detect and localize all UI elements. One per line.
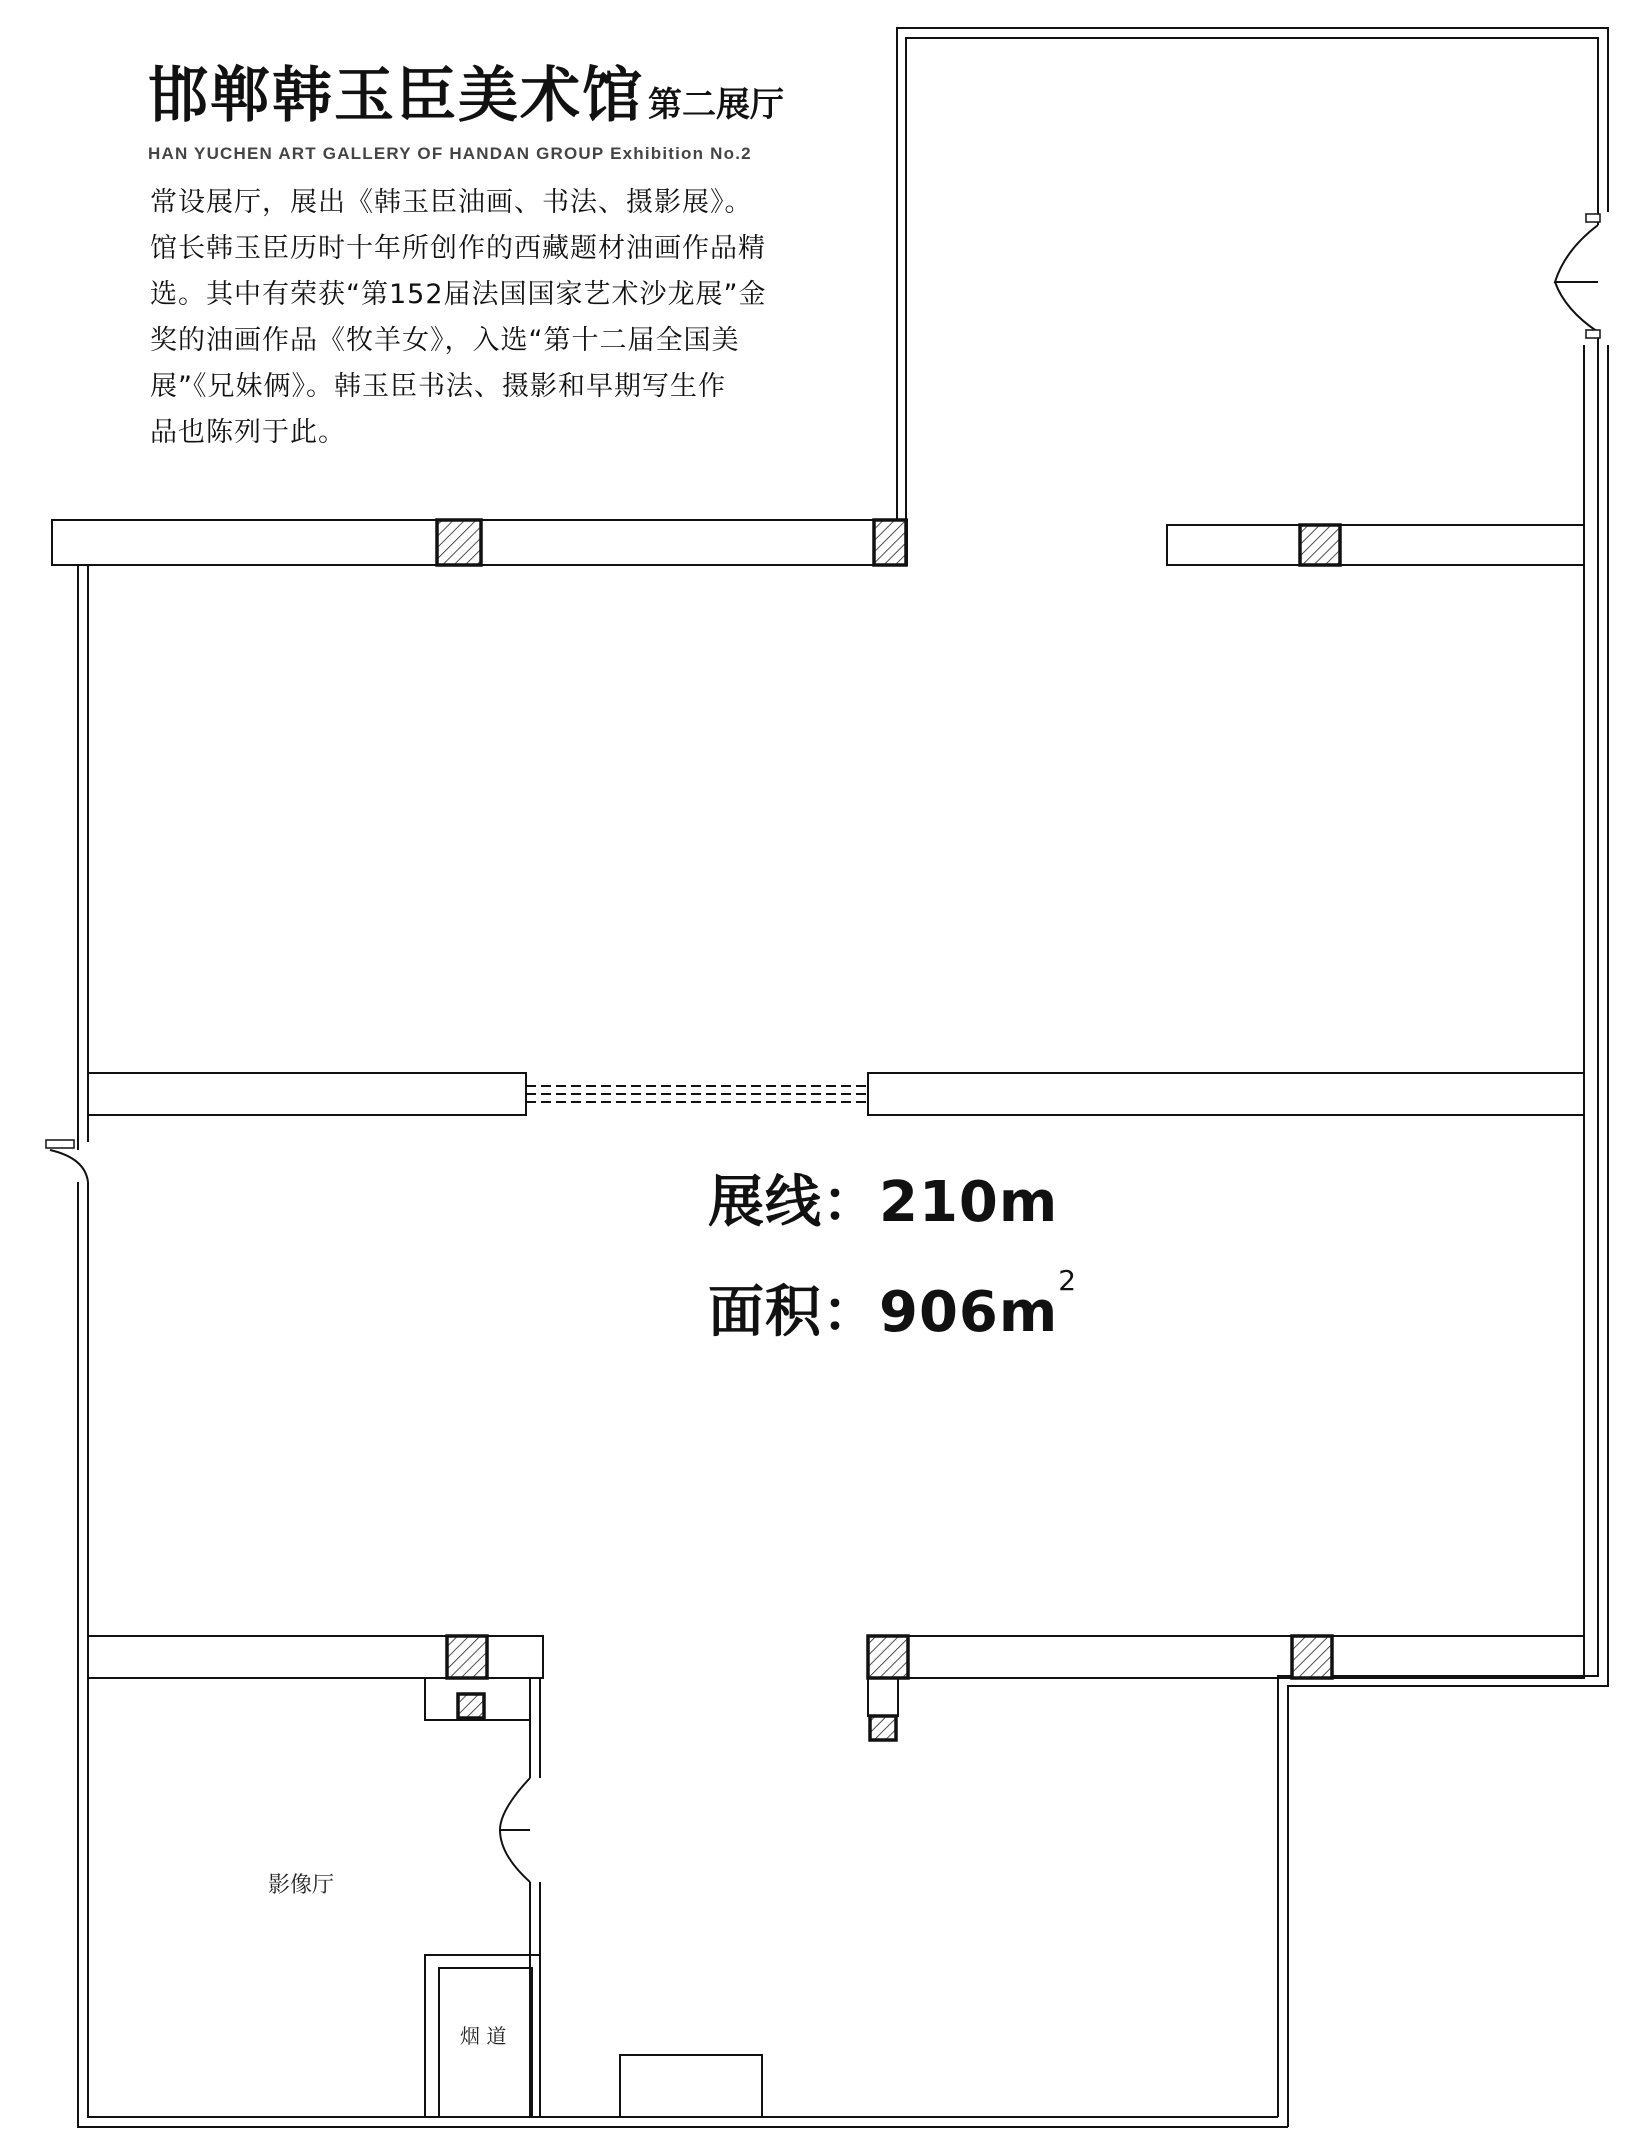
lower-room-outer <box>88 1678 1278 2117</box>
flue-label: 烟 道 <box>460 2024 507 2048</box>
english-title: HAN YUCHEN ART GALLERY OF HANDAN GROUP Exhibition No.2 <box>148 144 752 163</box>
area-stat <box>708 1264 1078 1348</box>
video-hall-label: 影像厅 <box>268 1873 335 1898</box>
lower-room-outer2 <box>78 1680 1288 2127</box>
right-inner-wall <box>1278 345 1598 2117</box>
column <box>874 520 906 565</box>
upper-right-inner-wall <box>906 38 1598 520</box>
exhibition-line-stat <box>708 1158 1058 1238</box>
gallery-title: 邯郸韩玉臣美术馆 <box>148 61 644 131</box>
line-label: 展线： <box>708 1170 879 1235</box>
column-stub <box>868 1678 898 1716</box>
column <box>868 1636 908 1678</box>
column <box>870 1716 896 1740</box>
column <box>458 1694 484 1718</box>
upper-right-outer-wall <box>897 28 1608 520</box>
description-line: 品也陈列于此。 <box>150 417 346 448</box>
hall-subtitle: 第二展厅 <box>648 85 784 125</box>
description <box>150 180 810 456</box>
bottom-wall-right <box>868 1636 1584 1678</box>
area-label: 面积： <box>708 1280 879 1345</box>
right-outer-wall <box>1288 345 1608 2127</box>
title-block <box>148 48 848 164</box>
area-value: 906m <box>879 1280 1059 1345</box>
description-line: 馆长韩玉臣历时十年所创作的西藏题材油画作品精 <box>150 233 766 264</box>
column <box>1300 525 1340 565</box>
door-video-hall <box>500 1778 530 1882</box>
column <box>447 1636 487 1678</box>
line-value: 210m <box>879 1170 1059 1235</box>
description-line: 展”《兄妹俩》。韩玉臣书法、摄影和早期写生作 <box>150 371 726 402</box>
column <box>437 520 481 565</box>
partition-right <box>868 1073 1584 1115</box>
partition-left <box>88 1073 526 1115</box>
column <box>1292 1636 1332 1678</box>
area-superscript: 2 <box>1058 1264 1078 1297</box>
description-line: 选。其中有荣获“第152届法国国家艺术沙龙展”金 <box>150 279 767 310</box>
bottom-fixture <box>620 2055 762 2117</box>
description-line: 常设展厅，展出《韩玉臣油画、书法、摄影展》。 <box>150 187 753 218</box>
top-wall-right <box>1167 525 1584 565</box>
description-line: 奖的油画作品《牧羊女》，入选“第十二届全国美 <box>150 325 740 356</box>
